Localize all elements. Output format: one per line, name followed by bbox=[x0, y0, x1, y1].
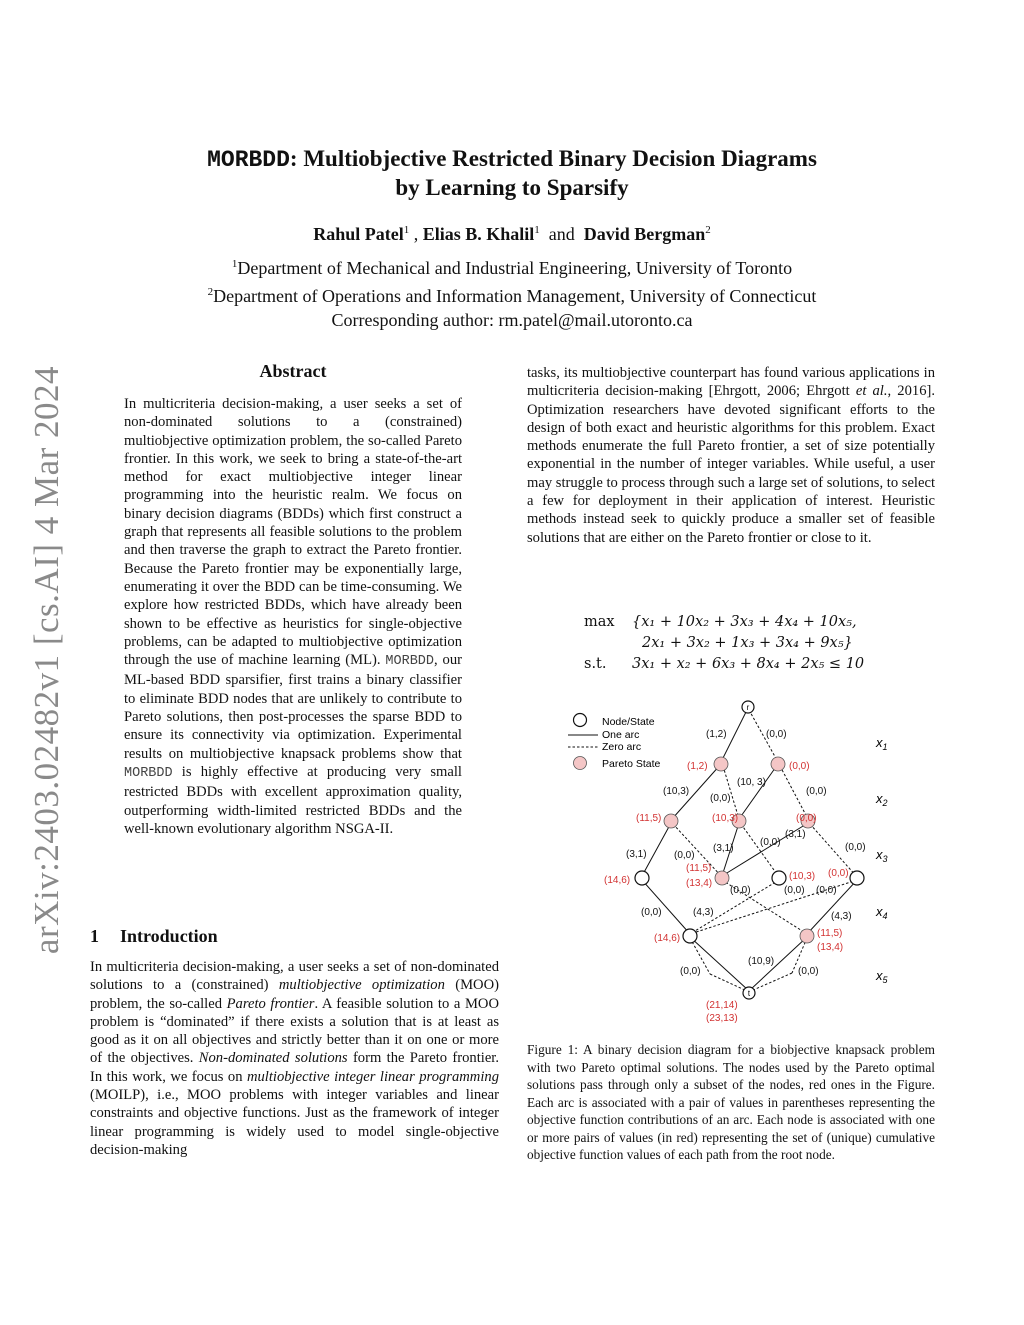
affiliations bbox=[100, 252, 924, 332]
arc-zero bbox=[710, 974, 747, 991]
arc-zero bbox=[751, 973, 792, 991]
pareto-node bbox=[800, 929, 814, 943]
legend-node-label: Node/State bbox=[602, 716, 655, 728]
author-list: Rahul Patel$^1$ , Elias B. Khalil$^1$ and David Bergman$^2$ bbox=[313, 224, 711, 244]
title-line2: by Learning to Sparsify bbox=[395, 175, 629, 200]
arc-label: (10,9) bbox=[748, 956, 775, 967]
legend-zero-arc-label: Zero arc bbox=[602, 741, 642, 753]
node-state-label: (11,5) bbox=[636, 813, 662, 824]
arxiv-identifier: arXiv:2403.02482v1 [cs.AI] 4 Mar 2024 bbox=[27, 365, 66, 955]
var-label-x5: $x_5$ bbox=[876, 968, 888, 985]
arc-label: (0,0) bbox=[641, 907, 662, 918]
title-line1: : Multiobjective Restricted Binary Decision Diagrams bbox=[289, 146, 817, 171]
bdd-diagram bbox=[560, 697, 920, 1027]
author-1: Rahul Patel bbox=[313, 224, 404, 244]
arc-label: (10,3) bbox=[663, 786, 690, 797]
node-state-label: (0,0) bbox=[828, 868, 849, 879]
node-state-label: (10,3) bbox=[712, 813, 739, 824]
arc-label: (3,1) bbox=[785, 829, 806, 840]
node-state-label: (14,6) bbox=[654, 933, 681, 944]
node-state-label: (10,3) bbox=[789, 871, 816, 882]
section-number: 1 bbox=[90, 926, 99, 946]
legend-pareto-label: Pareto State bbox=[602, 758, 661, 770]
var-label-x4: $x_4$ bbox=[876, 904, 888, 921]
arc-zero bbox=[780, 766, 808, 819]
section-heading bbox=[90, 926, 218, 947]
max-label: max bbox=[584, 614, 615, 630]
arc-label: (3,1) bbox=[626, 849, 647, 860]
author-3: David Bergman bbox=[583, 224, 706, 244]
node bbox=[772, 871, 786, 885]
arc-label: (0,0) bbox=[730, 885, 751, 896]
legend-one-arc-label: One arc bbox=[602, 729, 640, 741]
var-label-x2: $x_2$ bbox=[876, 791, 888, 808]
paper-title bbox=[150, 145, 874, 202]
system-name-inline: MORBDD bbox=[124, 765, 173, 781]
arc-label: (0,0) bbox=[784, 885, 805, 896]
node-state-label: (13,4) bbox=[686, 878, 713, 889]
node-state-label: (21,14) bbox=[706, 1000, 738, 1011]
root-label: r bbox=[746, 703, 750, 712]
arc-label: (0,0) bbox=[674, 850, 695, 861]
pareto-node bbox=[771, 757, 785, 771]
legend-node-icon bbox=[574, 714, 587, 727]
arc-label: (0,0) bbox=[710, 793, 731, 804]
arc-label: (0,0) bbox=[816, 885, 837, 896]
arc-label: (4,3) bbox=[693, 907, 714, 918]
arc-label: (0,0) bbox=[845, 842, 866, 853]
right-column-paragraph: tasks, its multiobjective counterpart has found various applications in multicriteria decision-making [Ehrgott, 2006; Ehrgott et al., 2016]. Optimization researchers have devoted significant efforts to the design of both exact and heuristic algorithms for this problem. Exact methods enumerate the full Pareto frontier, a set of size potentially exponential in the number of integer variables. While useful, a user may struggle to process through such a large set of solutions, to select a few for deployment in their application of interest. Heuristic methods instead seek to quickly produce a smaller set of feasible solutions that are either on the Pareto frontier or close to it. bbox=[527, 365, 935, 546]
arc-label: (0,0) bbox=[798, 966, 819, 977]
node-state-label: (23,13) bbox=[706, 1013, 738, 1024]
var-label-x1: $x_1$ bbox=[876, 735, 888, 752]
affiliation-1: $^1$Department of Mechanical and Industrial Engineering, University of Toronto bbox=[231, 258, 793, 278]
title-system-name: MORBDD bbox=[207, 147, 290, 173]
node bbox=[850, 871, 864, 885]
arc-label: (0,0) bbox=[806, 786, 827, 797]
abstract-heading: Abstract bbox=[259, 361, 327, 381]
objective-line-1: {x₁ + 10x₂ + 3x₃ + 4x₄ + 10x₅, bbox=[632, 614, 857, 630]
pareto-node bbox=[664, 814, 678, 828]
arc-one bbox=[739, 764, 778, 819]
abstract-body: In multicriteria decision-making, a user seeks a set of non-dominated solutions to a (constrained) multiobjective optimization problem, the so-called Pareto frontier. In this work, we seek to bring a state-of-the-art method for exact multiobjective integer linear programming into the heuristic realm. We focus on binary decision diagrams (BDDs) which first construct a graph that represents all feasible solutions to the problem and then traverse the graph to extract the Pareto frontier. Because the Pareto frontier may be exponentially large, enumerating it over the BDD can be time-consuming. We explore how restricted BDDs, which have already been shown to be effective as heuristics for single-objective problems, can be adapted to multiobjective optimization through the use of machine learning (ML). MORBDD, our ML-based BDD sparsifier, first trains a binary classifier to eliminate BDD nodes that are unlikely to contribute to Pareto solutions, then post-processes the sparse BDD to ensure its connectivity via optimization. Experimental results on multiobjective knapsack problems show that MORBDD is highly effective at producing very small restricted BDDs with excellent approximation quality, outperforming width-limited restricted BDDs and the well-known evolutionary algorithm NSGA-II. bbox=[124, 396, 462, 837]
figure-caption: Figure 1: A binary decision diagram for a biobjective knapsack problem with two Pareto optimal solutions. The nodes used by the Pareto optimal solutions pass through only a subset of the nodes, red ones in the Figure. Each arc is associated with a pair of values in parentheses representing the objective function contributions of an arc. Each node is associated with one or more pairs of values (in red) representing the set of (unique) cumulative objective function values of each path from the root node. bbox=[527, 1042, 935, 1162]
section-title: Introduction bbox=[120, 926, 218, 946]
arc-label: (1,2) bbox=[706, 729, 727, 740]
var-label-x3: $x_3$ bbox=[876, 847, 888, 864]
node-state-label: (11,5) bbox=[817, 928, 843, 939]
node-state-label: (11,5) bbox=[686, 863, 712, 874]
arc-label: (0,0) bbox=[766, 729, 787, 740]
pareto-node bbox=[714, 757, 728, 771]
st-label: s.t. bbox=[584, 656, 607, 672]
legend-pareto-icon bbox=[574, 757, 587, 770]
author-2: Elias B. Khalil bbox=[422, 224, 535, 244]
bdd-figure bbox=[560, 697, 920, 1027]
corresponding-author: Corresponding author: rm.patel@mail.utoronto.ca bbox=[331, 310, 693, 330]
arc-label: (0,0) bbox=[680, 966, 701, 977]
node-state-label: (0,0) bbox=[789, 761, 810, 772]
node bbox=[683, 929, 697, 943]
objective-line-2: 2x₁ + 3x₂ + 1x₃ + 3x₄ + 9x₅} bbox=[642, 635, 853, 651]
arc-label: (0,0) bbox=[760, 837, 781, 848]
introduction-paragraph: In multicriteria decision-making, a user seeks a set of non-dominated solutions to a (constrained) multiobjective optimization (MOO) problem, the so-called Pareto frontier. A feasible solution to a MOO problem is “dominated” if there exists a solution that is at least as good as it on all objectives and strictly better than it on one or more of the objectives. Non-dominated solutions form the Pareto frontier. In this work, we focus on multiobjective integer linear programming (MOILP), i.e., MOO problems with integer variables and linear constraints and objective functions. Just as the framework of integer linear programming is widely used to model single-objective decision-making bbox=[90, 959, 500, 1158]
arc-label: (4,3) bbox=[831, 911, 852, 922]
pareto-node bbox=[715, 871, 729, 885]
node-state-label: (0,0) bbox=[796, 813, 817, 824]
arc-zero bbox=[741, 824, 779, 877]
constraint-line: 3x₁ + x₂ + 6x₃ + 8x₄ + 2x₅ ≤ 10 bbox=[632, 656, 865, 672]
node-state-label: (14,6) bbox=[604, 875, 631, 886]
arc-label: (10, 3) bbox=[737, 777, 766, 788]
arc-one bbox=[690, 937, 748, 990]
arxiv-sidebar bbox=[22, 360, 72, 960]
node bbox=[635, 871, 649, 885]
arc-label: (3,1) bbox=[713, 843, 734, 854]
terminal-label: t bbox=[747, 989, 751, 998]
node-state-label: (1,2) bbox=[687, 761, 708, 772]
affiliation-2: $^2$Department of Operations and Information Management, University of Connecticut bbox=[207, 286, 817, 306]
node-state-label: (13,4) bbox=[817, 942, 844, 953]
system-name-inline: MORBDD bbox=[385, 654, 435, 670]
